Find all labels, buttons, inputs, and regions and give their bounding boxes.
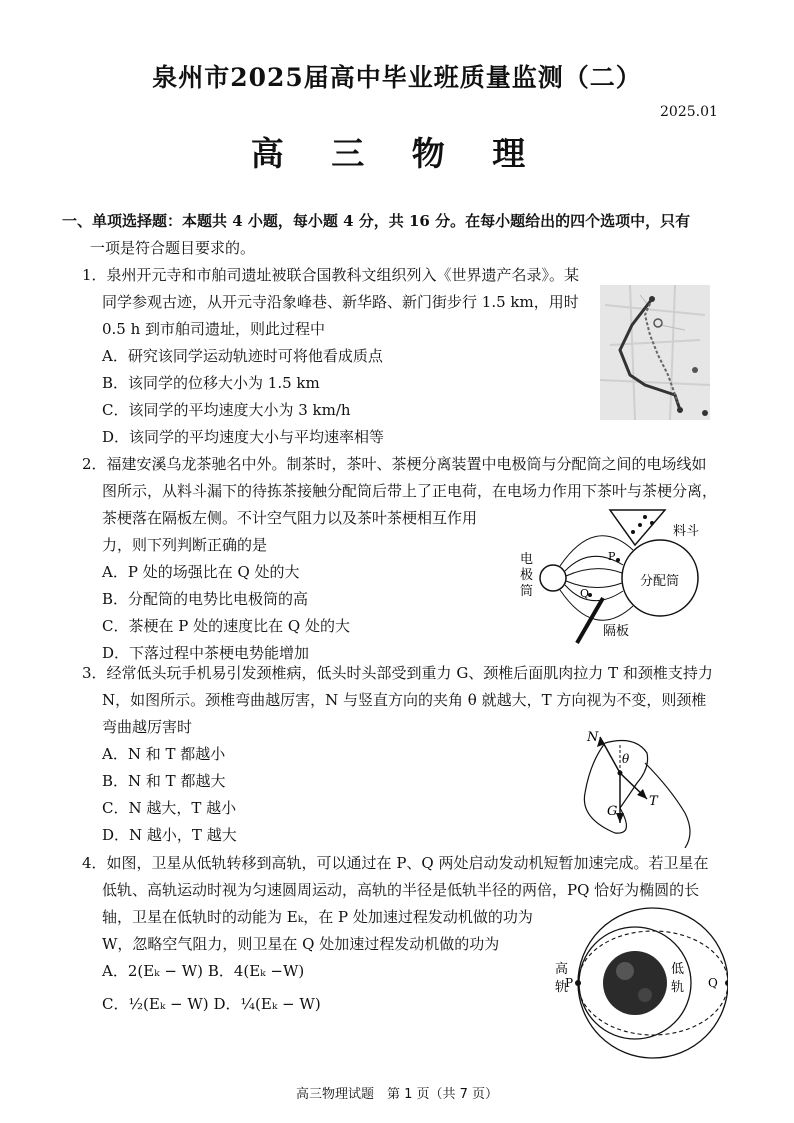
q3-stem-1: 3．经常低头玩手机易引发颈椎病，低头时头部受到重力 G、颈椎后面肌肉拉力 T 和颈椎支持力 — [82, 664, 713, 682]
electrode-cylinder — [540, 565, 566, 591]
q2-option-d: D．下落过程中茶梗电势能增加 — [102, 644, 310, 662]
q4-option-c: C．½(Eₖ − W) — [102, 995, 209, 1013]
q3-option-d: D．N 越小，T 越大 — [102, 826, 237, 844]
q1-stem-2: 同学参观古迹，从开元寺沿象峰巷、新华路、新门街步行 1.5 km，用时 — [102, 293, 579, 311]
exam-date: 2025.01 — [660, 104, 718, 120]
label-g: G — [607, 804, 618, 819]
q3-stem-3: 弯曲越厉害时 — [102, 718, 193, 736]
walking-route-map — [600, 285, 710, 420]
q4-stem-1: 4．如图，卫星从低轨转移到高轨，可以通过在 P、Q 两处启动发动机短暂加速完成。若卫星在 — [82, 854, 709, 872]
q3-stem-2: N，如图所示。颈椎弯曲越厉害，N 与竖直方向的夹角 θ 就越大，T 方向视为不变，则颈椎 — [102, 691, 707, 709]
earth — [603, 951, 667, 1015]
section-line-1: 一、单项选择题：本题共 4 小题，每小题 4 分，共 16 分。在每小题给出的四个选项中，只有 — [62, 212, 691, 230]
q3-option-c: C．N 越大，T 越小 — [102, 799, 237, 817]
q4-option-d: D．¼(Eₖ − W) — [213, 995, 321, 1013]
orbit-diagram — [553, 905, 728, 1065]
label-high-orbit: 高轨 — [555, 962, 569, 995]
q2-stem-3: 茶梗落在隔板左侧。不计空气阻力以及茶叶茶梗相互作用 — [102, 509, 478, 527]
page-footer: 高三物理试题 第 1 页（共 7 页） — [295, 1087, 499, 1102]
q3-option-a: A．N 和 T 都越小 — [102, 745, 226, 763]
q2-stem-2: 图所示，从料斗漏下的待拣茶接触分配筒后带上了正电荷，在电场力作用下茶叶与茶梗分离， — [102, 482, 718, 500]
q1-option-a: A．研究该同学运动轨迹时可将他看成质点 — [102, 347, 383, 365]
label-hopper: 料斗 — [673, 524, 700, 539]
label-n: N — [587, 730, 599, 745]
head-outline — [584, 741, 647, 834]
label-t: T — [649, 794, 658, 809]
q1-option-b: B．该同学的位移大小为 1.5 km — [102, 374, 320, 392]
q1-option-c: C．该同学的平均速度大小为 3 km/h — [102, 401, 351, 419]
label-q: Q — [580, 587, 590, 600]
q2-option-c: C．茶梗在 P 处的速度比在 Q 处的大 — [102, 617, 350, 635]
q4-stem-3: 轴，卫星在低轨时的动能为 Eₖ，在 P 处加速过程发动机做的功为 — [102, 908, 533, 926]
label-theta: θ — [622, 752, 630, 766]
label-q-orbit: Q — [708, 976, 718, 990]
label-partition: 隔板 — [603, 624, 630, 639]
q2-stem-4: 力，则下列判断正确的是 — [102, 536, 268, 554]
q1-stem-3: 0.5 h 到市舶司遗址，则此过程中 — [102, 320, 326, 338]
label-p: P — [608, 550, 616, 563]
section-header — [62, 208, 742, 262]
q4-option-b: B．4(Eₖ −W) — [207, 962, 305, 980]
tea-separator-diagram — [515, 505, 715, 645]
q4-option-a: A．2(Eₖ − W) — [102, 962, 204, 980]
q1-stem-1: 1．泉州开元寺和市舶司遗址被联合国教科文组织列入《世界遗产名录》。某 — [82, 266, 580, 284]
label-p-orbit: P — [565, 976, 574, 990]
neck-force-diagram — [575, 723, 705, 848]
label-low-orbit: 低轨 — [671, 962, 685, 995]
q2-option-a: A．P 处的场强比在 Q 处的大 — [102, 563, 300, 581]
q4-stem-2: 低轨、高轨运动时视为匀速圆周运动，高轨的半径是低轨半径的两倍，PQ 恰好为椭圆的长 — [102, 881, 700, 899]
q4-stem-4: W，忽略空气阻力，则卫星在 Q 处加速过程发动机做的功为 — [102, 935, 500, 953]
subject-title: 高 三 物 理 — [250, 134, 544, 173]
exam-title: 泉州市2025届高中毕业班质量监测（二） — [152, 63, 642, 92]
q3-option-b: B．N 和 T 都越大 — [102, 772, 226, 790]
question-1 — [82, 262, 602, 451]
q1-option-d: D．该同学的平均速度大小与平均速率相等 — [102, 428, 385, 446]
q2-option-b: B．分配筒的电势比电极筒的高 — [102, 590, 309, 608]
label-electrode: 电极筒 — [520, 552, 534, 599]
label-distributor: 分配筒 — [640, 574, 680, 589]
section-line-2: 一项是符合题目要求的。 — [90, 239, 256, 257]
q2-stem-1: 2．福建安溪乌龙茶驰名中外。制茶时，茶叶、茶梗分离装置中电极筒与分配筒之间的电场线如 — [82, 455, 707, 473]
